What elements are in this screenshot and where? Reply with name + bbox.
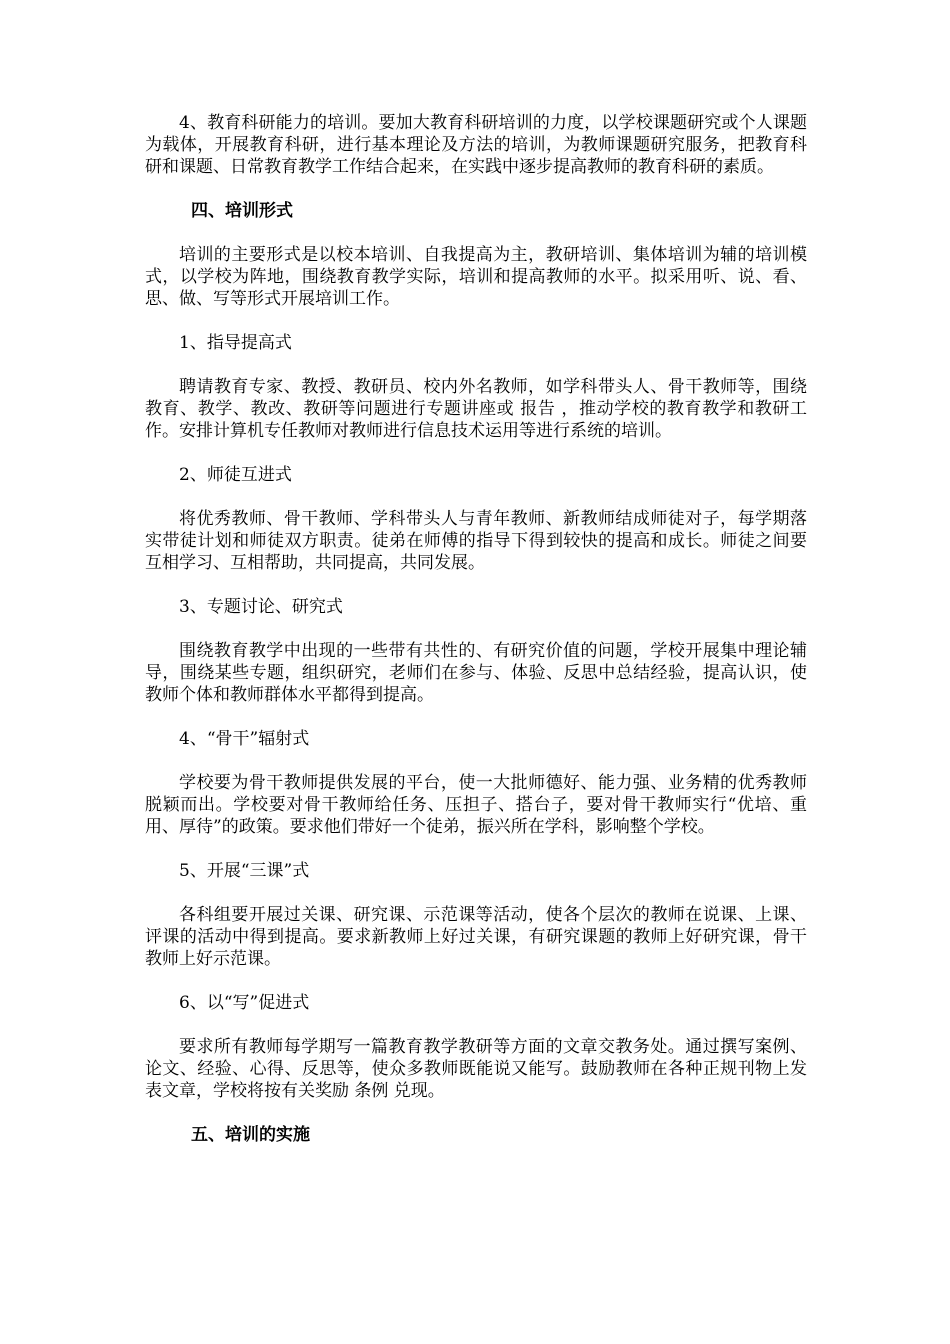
document-page <box>145 112 807 1146</box>
subheading-guidance: 1、指导提高式 <box>179 333 292 353</box>
subheading-writing: 6、以“写”促进式 <box>179 993 310 1013</box>
subheading-three-lessons: 5、开展“三课”式 <box>179 861 310 881</box>
paragraph-mentorship: 将优秀教师、骨干教师、学科带头人与青年教师、新教师结成师徒对子，每学期落实带徒计划和师徒双方职责。徒弟在师傅的指导下得到较快的提高和成长。师徒之间要互相学习、互相帮助，共同提高，共同发展。 <box>145 509 807 573</box>
paragraph-writing: 要求所有教师每学期写一篇教育教学教研等方面的文章交教务处。通过撰写案例、论文、经验、心得、反思等，使众多教师既能说又能写。鼓励教师在各种正规刊物上发表文章，学校将按有关奖励 条例 兑现。 <box>145 1037 807 1101</box>
paragraph-three-lessons: 各科组要开展过关课、研究课、示范课等活动，使各个层次的教师在说课、上课、评课的活动中得到提高。要求新教师上好过关课，有研究课题的教师上好研究课，骨干教师上好示范课。 <box>145 905 807 969</box>
paragraph-guidance: 聘请教育专家、教授、教研员、校内外名教师，如学科带头人、骨干教师等，围绕教育、教学、教改、教研等问题进行专题讲座或 报告 ，推动学校的教育教学和教研工作。安排计算机专任教师对教师进行信息技术运用等进行系统的培训。 <box>145 377 807 441</box>
section-heading-implementation: 五、培训的实施 <box>191 1125 310 1145</box>
section-heading-training-forms: 四、培训形式 <box>191 201 293 221</box>
paragraph-backbone: 学校要为骨干教师提供发展的平台，使一大批师德好、能力强、业务精的优秀教师脱颖而出。学校要对骨干教师给任务、压担子、搭台子，要对骨干教师实行“优培、重用、厚待”的政策。要求他们带好一个徒弟，振兴所在学科，影响整个学校。 <box>145 773 807 837</box>
paragraph-training-forms: 培训的主要形式是以校本培训、自我提高为主，教研培训、集体培训为辅的培训模式，以学校为阵地，围绕教育教学实际，培训和提高教师的水平。拟采用听、说、看、思、做、写等形式开展培训工作。 <box>145 245 807 309</box>
subheading-mentorship: 2、师徒互进式 <box>179 465 292 485</box>
paragraph-research-training: 4、教育科研能力的培训。要加大教育科研培训的力度，以学校课题研究或个人课题为载体，开展教育科研，进行基本理论及方法的培训，为教师课题研究服务，把教育科研和课题、日常教育教学工作结合起来，在实践中逐步提高教师的教育科研的素质。 <box>145 113 807 177</box>
paragraph-seminar: 围绕教育教学中出现的一些带有共性的、有研究价值的问题，学校开展集中理论辅导，围绕某些专题，组织研究，老师们在参与、体验、反思中总结经验，提高认识，使教师个体和教师群体水平都得到提高。 <box>145 641 807 705</box>
subheading-seminar: 3、专题讨论、研究式 <box>179 597 343 617</box>
subheading-backbone: 4、“骨干”辐射式 <box>179 729 310 749</box>
